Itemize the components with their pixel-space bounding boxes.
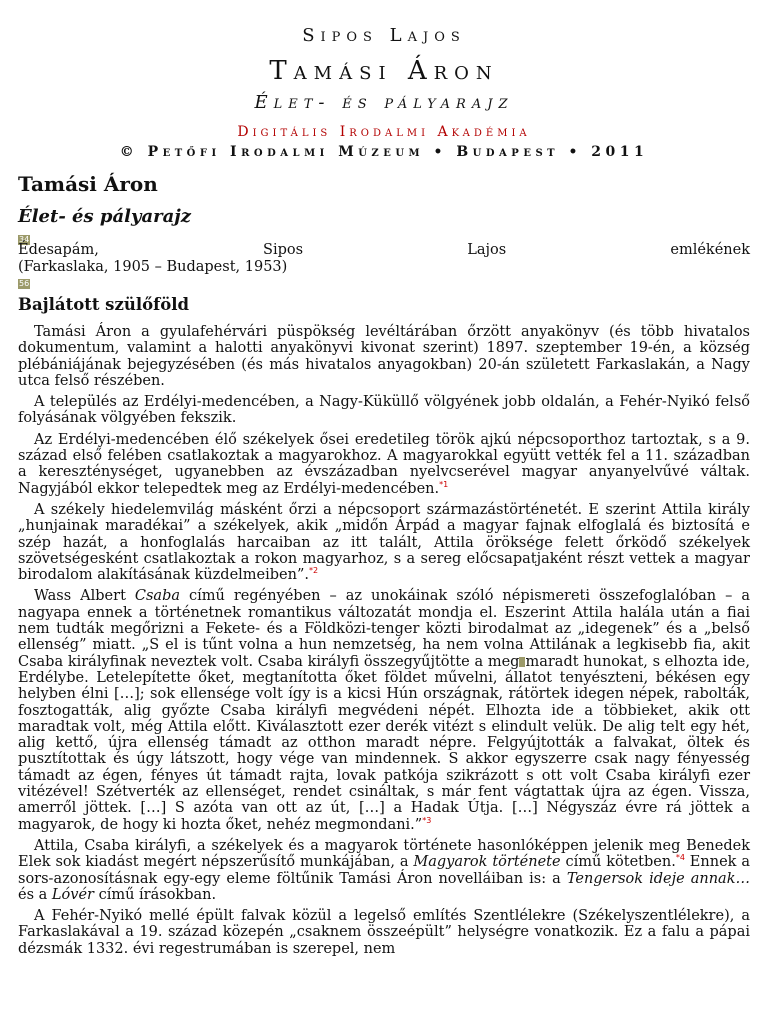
paragraph-text: Az Erdélyi-medencében élő székelyek ősei eredetileg török ajkú népcsoporthoz tartoztak, s a 9. század első felében csatlakoztak a magyarokhoz. A magyarokkal együtt vették fel a 11. században a kereszténységet, ugyanebben az évszázadban nyelvcserével magyar anyanyelvűvé váltak. Nagyjából ekkor telepedtek meg az Erdélyi-medencében. xyxy=(18,431,750,497)
dedication-line-2: (Farkaslaka, 1905 – Budapest, 1953) xyxy=(18,259,288,275)
paragraph-text: Tamási Áron a gyulafehérvári püspökség levéltárában őrzött anyakönyv (és több hivatalos dokumentum, valamint a halotti anyakönyvi kivonat szerint) 1897. szeptember 19-én, a község plébániájának bejegyzésében (és más hivatalos anyagokban) 20-án született Farkaslakán, a Nagy utca felső részében. xyxy=(18,324,750,389)
document-title: Tamási Áron xyxy=(18,172,158,196)
paragraph-6 xyxy=(18,838,750,903)
cover-publisher[interactable]: Digitális Irodalmi Akadémia xyxy=(237,124,531,140)
footnote-link-2[interactable]: *2 xyxy=(308,566,319,576)
document-page xyxy=(18,22,750,962)
story-title-italic: Tengersok ideje annak… xyxy=(566,870,750,887)
paragraph-text: A székely hiedelemvilág másként őrzi a népcsoport származástörténetét. E szerint Attila király „hunjainak maradékai” a székelyek, akik „midőn Árpád a magyar fajnak elfoglalá és biztosítá e szép hazát, a honfoglalás harcaiban az itt talált, Attila öröksége felett őrködő székelyek szövetségesként csatlakoztak a rokon magyarhoz, s a sereg előcsapatjaként részt vettek a magyar birodalom alakításának küzdelmeiben”. xyxy=(18,501,750,584)
paragraph-2 xyxy=(18,394,750,427)
dedication xyxy=(18,242,750,276)
document-subtitle: Élet- és pályarajz xyxy=(18,206,192,227)
cover-author: Sipos Lajos xyxy=(302,25,466,46)
paragraph-4 xyxy=(18,502,750,583)
paragraph-5 xyxy=(18,588,750,832)
story-title-italic: Lóvér xyxy=(51,886,94,903)
paragraph-1 xyxy=(18,324,750,389)
paragraph-7 xyxy=(18,908,750,957)
page-mark-row-1 xyxy=(18,232,750,242)
paragraph-text: és a xyxy=(18,886,52,903)
dedication-word: Sipos xyxy=(263,242,304,258)
page-marker-2[interactable]: 56 xyxy=(19,279,30,288)
cover-title: Tamási Áron xyxy=(269,56,499,86)
paragraph-text: A Fehér-Nyikó mellé épült falvak közül a legelső említés Szentlélekre (Székelyszentlélekre), a Farkaslakával a 19. század közepén „csaknem összeépült” helységre vonatkozik. Ez a falu a pápai dézsmák 1332. évi regestrumában is szerepel, nem xyxy=(18,908,750,957)
book-title-italic: Magyarok története xyxy=(413,854,561,871)
cover-subtitle: Élet- és pályarajz xyxy=(254,92,514,113)
dedication-word: emlékének xyxy=(670,242,750,258)
paragraph-text: című regényében – az unokáinak szóló népismereti összefoglalóban – a nagyapa ennek a történetnek romantikus változatát mondja el. Eszerint Attila halála után a fiai nem tudták megőrizni a Fekete- és a Földközi-tenger közti birodalmat az „idegenek” és a „belső ellenség” miatt. „S el is tűnt volna a hun nemzetség, ha nem volna Attilának a legkisebb fia, akit Csaba királyfinak neveztek volt. Csaba királyfi összegyűjtötte a meg xyxy=(18,588,750,670)
paragraph-text: című kötetben. xyxy=(560,854,676,871)
dedication-word: Lajos xyxy=(467,242,507,258)
cover-copyright: © Petőfi Irodalmi Múzeum • Budapest • 2011 xyxy=(119,144,649,160)
dedication-line-1 xyxy=(18,242,750,259)
page-marker-1[interactable]: 34 xyxy=(19,235,30,244)
paragraph-text: című írásokban. xyxy=(93,886,217,903)
paragraph-text: Wass Albert xyxy=(34,588,135,605)
page-mark-row-2 xyxy=(18,276,750,286)
footnote-link-4[interactable]: *4 xyxy=(675,853,685,863)
book-title-italic: Csaba xyxy=(134,588,180,605)
paragraph-text: A település az Erdélyi-medencében, a Nagy-Küküllő völgyének jobb oldalán, a Fehér-Nyikó felső folyásának völgyében fekszik. xyxy=(18,394,750,427)
paragraph-text: maradt hunokat, s elhozta ide, Erdélybe. Letelepítette őket, megtanította őket földet művelni, állatot tenyészteni, békésen egy helyben élni […]; sok ellensége volt így is a kicsi Hún országnak, rátörtek idegen népek, rabolták, fosztogatták, alig győzte Csaba királyfi megvédeni népét. Elhozta ide a többieket, akik ott maradtak volt, még Attila előtt. Kiválasztott ezer derék vitézt s elindult velük. De alig telt egy hét, alig kettő, újra ellenség támadt az otthon maradt népre. Felgyújtották a falvakat, öltek és pusztítottak és úgy látszott, hogy vége van mindennek. S akkor egyszerre csak nagy fényesség támadt az égen, fényes út támadt rajta, lovak patkója szikrázott s ott volt Csaba királyfi ezer vitézével! Szétverték az ellenséget, rendet csináltak, s már fent vágtattak újra az égen. Vissza, amerről jöttek. […] S azóta van ott az út, […] a Hadak Útja. […] Négyszáz évre rá jöttek a magyarok, de hogy ki hozta őket, nehéz megmondani.” xyxy=(18,653,750,833)
paragraph-3 xyxy=(18,432,750,497)
section-heading: Bajlátott szülőföld xyxy=(18,295,190,314)
dedication-word: Édesapám, xyxy=(18,242,99,258)
paragraph-text: Attila, Csaba királyfi, a székelyek és a magyarok története hasonlóképpen jelenik meg Benedek Elek sok kiadást megért népszerűsítő munkájában, a xyxy=(18,837,750,871)
footnote-link-1[interactable]: *1 xyxy=(439,479,449,489)
footnote-link-3[interactable]: *3 xyxy=(422,815,432,825)
paragraph-text: Ennek a sors-azonosításnak egy-egy eleme föltűnik Tamási Áron novelláiban is: a xyxy=(18,854,750,887)
